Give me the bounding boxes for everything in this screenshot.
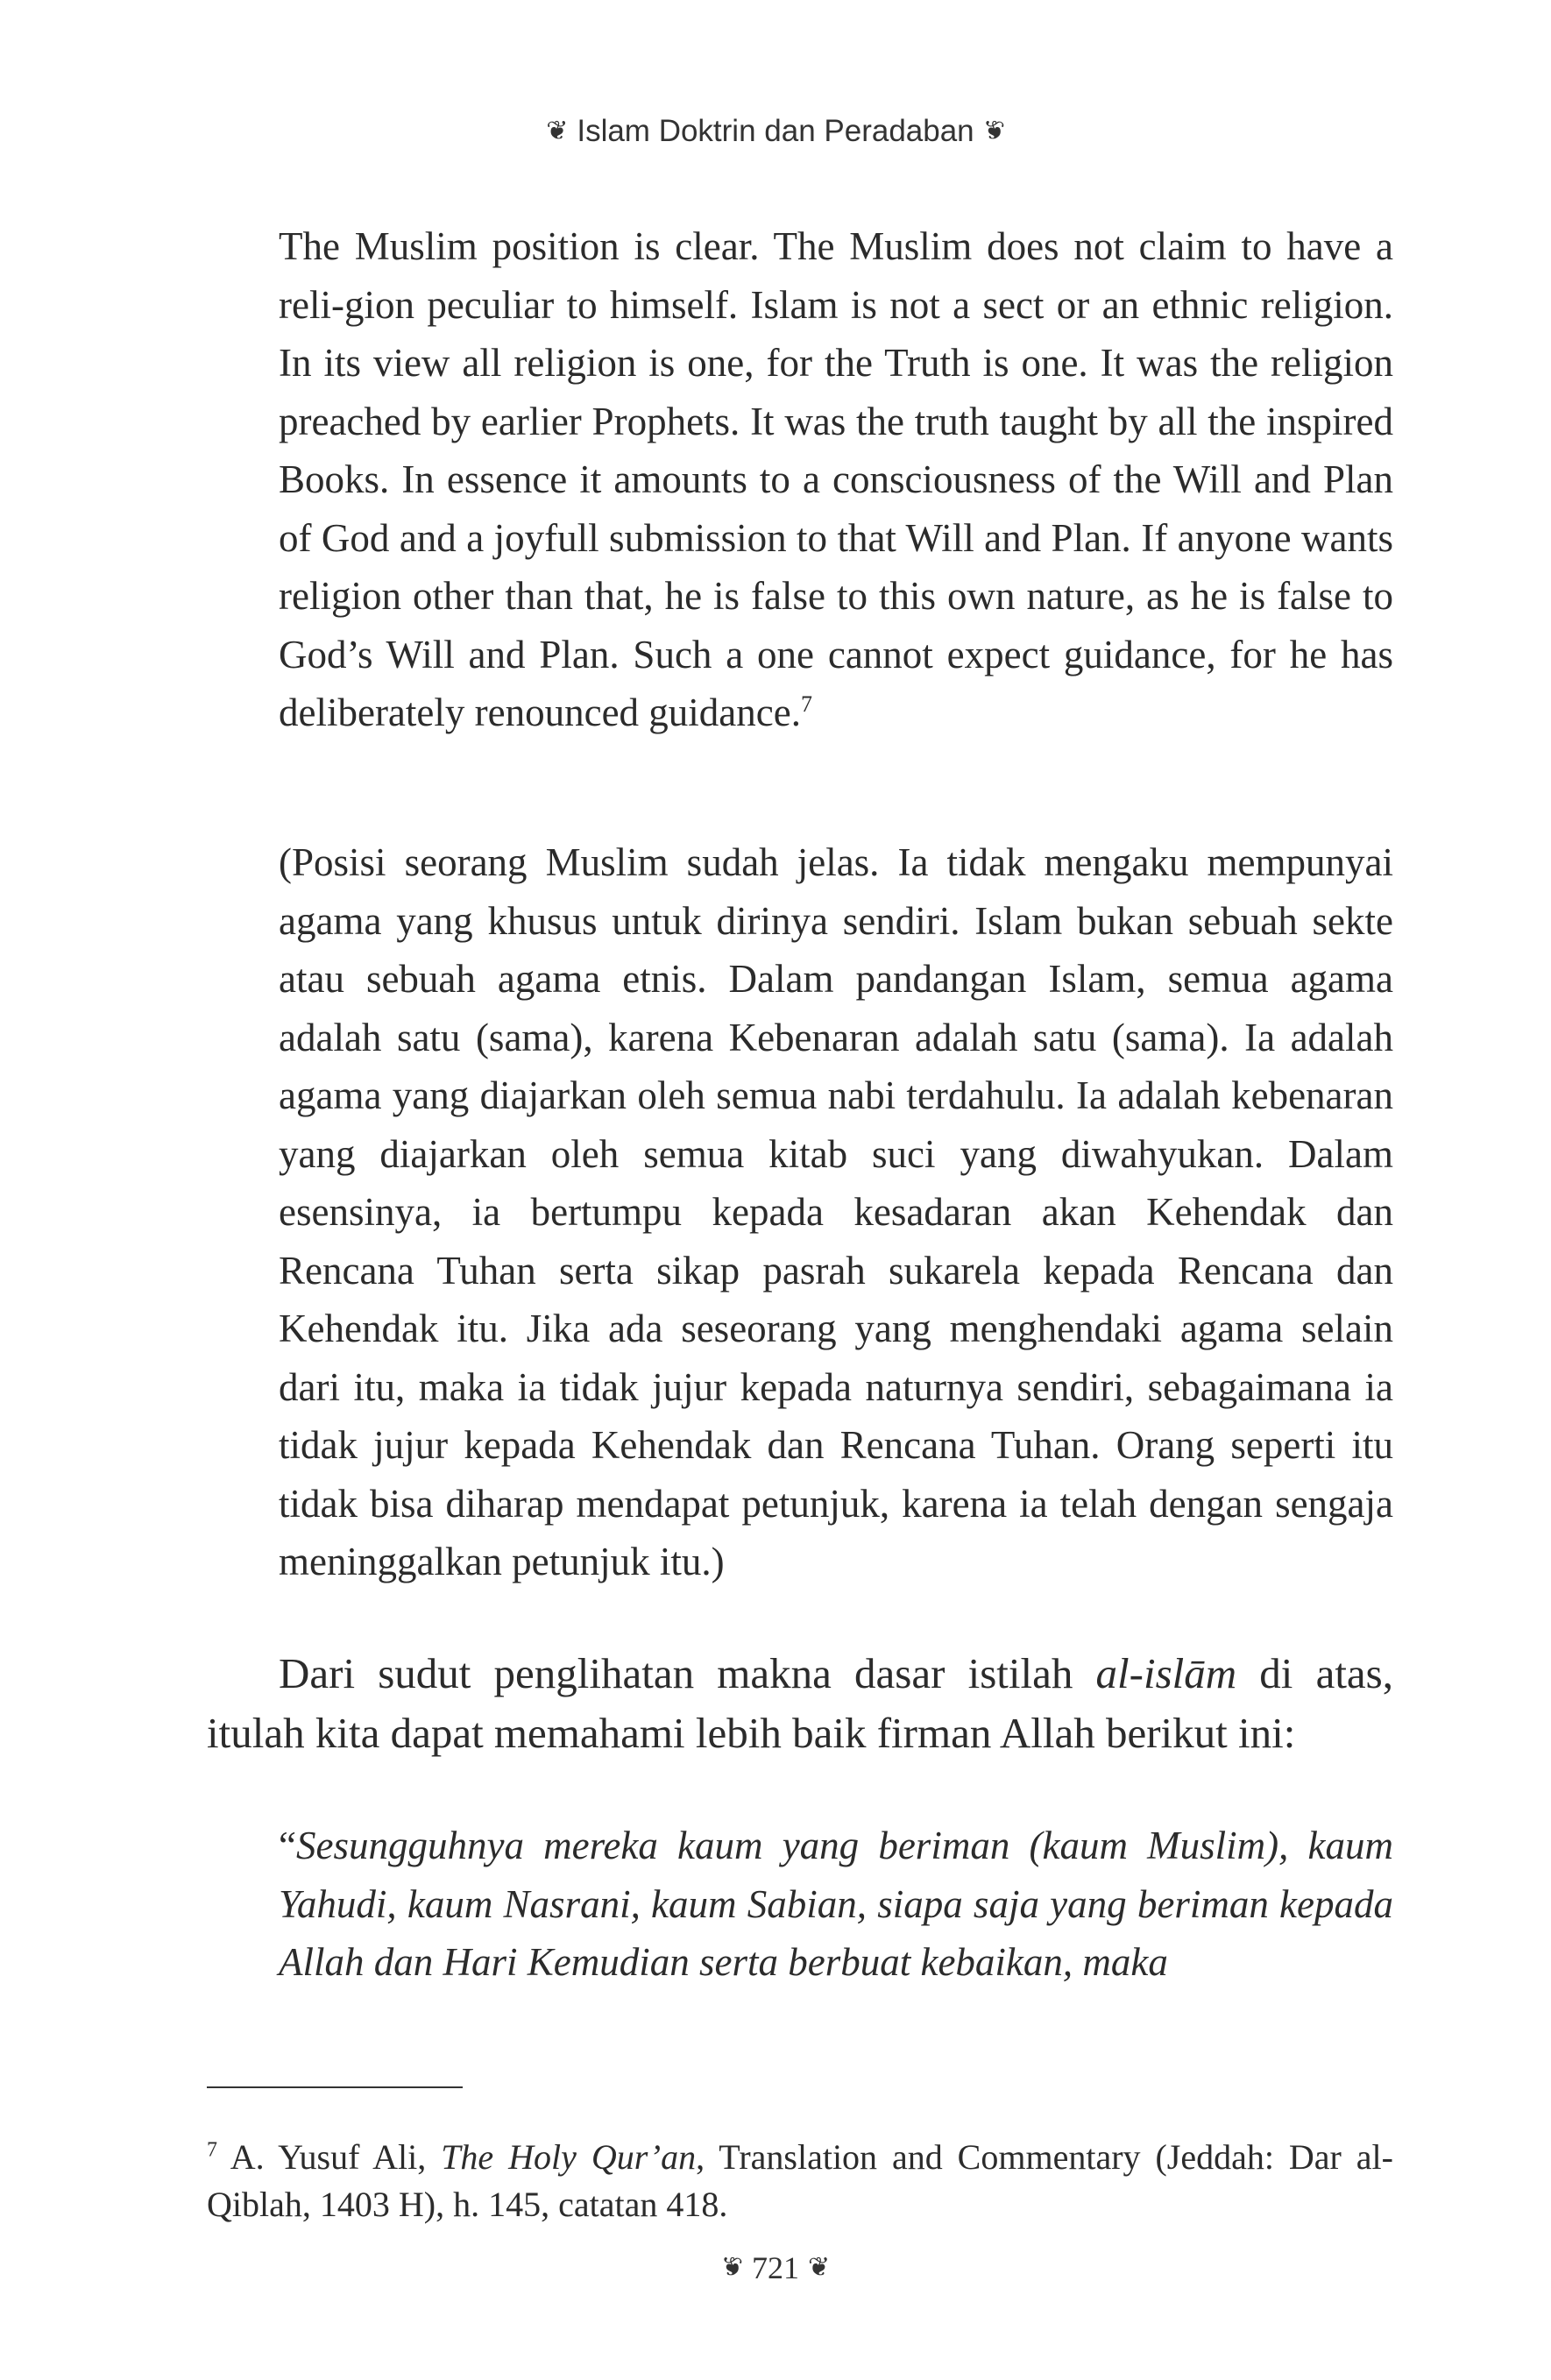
- page-folio: [0, 2246, 1551, 2286]
- running-header: [0, 112, 1551, 149]
- running-header-title: Islam Doktrin dan Peradaban: [577, 113, 974, 148]
- english-quote-block: [279, 217, 1393, 742]
- ornament-right-icon: ❦: [982, 116, 1005, 147]
- quran-quote-text: Sesungguhnya mereka kaum yang beriman (kaum Muslim), kaum Yahudi, kaum Nasrani, kaum Sabian, siapa saja yang beriman kepada Allah dan Hari Kemudian serta berbuat kebaikan, maka: [279, 1824, 1393, 1984]
- footnote-author: A. Yusuf Ali,: [217, 2137, 442, 2177]
- footnote-details: , Translation and Commentary (Jeddah: Dar al-Qiblah, 1403 H), h. 145, catatan 418.: [207, 2137, 1393, 2224]
- footnote-separator: [207, 2086, 463, 2088]
- english-quote-text: The Muslim position is clear. The Muslim does not claim to have a reli-gion peculiar to himself. Islam is not a sect or an ethnic religion. In its view all religion is one, for the Truth is one. It was the religion preached by earlier Prophets. It was the truth taught by all the inspired Books. In essence it amounts to a consciousness of the Will and Plan of God and a joyfull submission to that Will and Plan. If anyone wants religion other than that, he is false to this own nature, as he is false to God’s Will and Plan. Such a one cannot expect guidance, for he has deliberately renounced guidance.: [279, 224, 1393, 734]
- footnote-reference[interactable]: 7: [800, 691, 812, 717]
- term-al-islam: al-islām: [1095, 1649, 1237, 1697]
- footnote-book-title: The Holy Qur’an: [441, 2137, 697, 2177]
- footnote-number: 7: [207, 2138, 217, 2162]
- body-text-start: Dari sudut penglihatan makna dasar istilah: [279, 1649, 1096, 1697]
- quran-quote-block: [279, 1817, 1393, 1992]
- page-number: 721: [752, 2249, 799, 2285]
- body-paragraph: [207, 1644, 1393, 1763]
- footnote: [207, 2099, 1393, 2263]
- ornament-left-icon: ❦: [546, 116, 569, 147]
- translation-quote-text: (Posisi seorang Muslim sudah jelas. Ia tidak mengaku mempunyai agama yang khusus untuk dirinya sendiri. Islam bukan sebuah sekte atau sebuah agama etnis. Dalam pandangan Islam, semua agama adalah satu (sama), karena Kebenaran adalah satu (sama). Ia adalah agama yang diajarkan oleh semua nabi terdahulu. Ia adalah kebenaran yang diajarkan oleh semua kitab suci yang diwahyukan. Dalam esensinya, ia bertumpu kepada kesadaran akan Kehendak dan Rencana Tuhan serta sikap pasrah sukarela kepada Rencana dan Kehendak itu. Jika ada seseorang yang menghendaki agama selain dari itu, maka ia tidak jujur kepada naturnya sendiri, sebagaimana ia tidak jujur kepada Kehendak dan Rencana Tuhan. Orang seperti itu tidak bisa diharap mendapat petunjuk, karena ia telah dengan sengaja meninggalkan petunjuk itu.): [279, 840, 1393, 1583]
- translation-quote-block: [279, 833, 1393, 1591]
- body-text-end: di atas, itulah kita dapat memahami lebih baik firman Allah berikut ini:: [207, 1649, 1394, 1757]
- folio-ornament-left-icon: ❦: [720, 2252, 743, 2284]
- quran-quote-open-mark: “: [279, 1824, 296, 1867]
- folio-ornament-right-icon: ❦: [808, 2252, 831, 2284]
